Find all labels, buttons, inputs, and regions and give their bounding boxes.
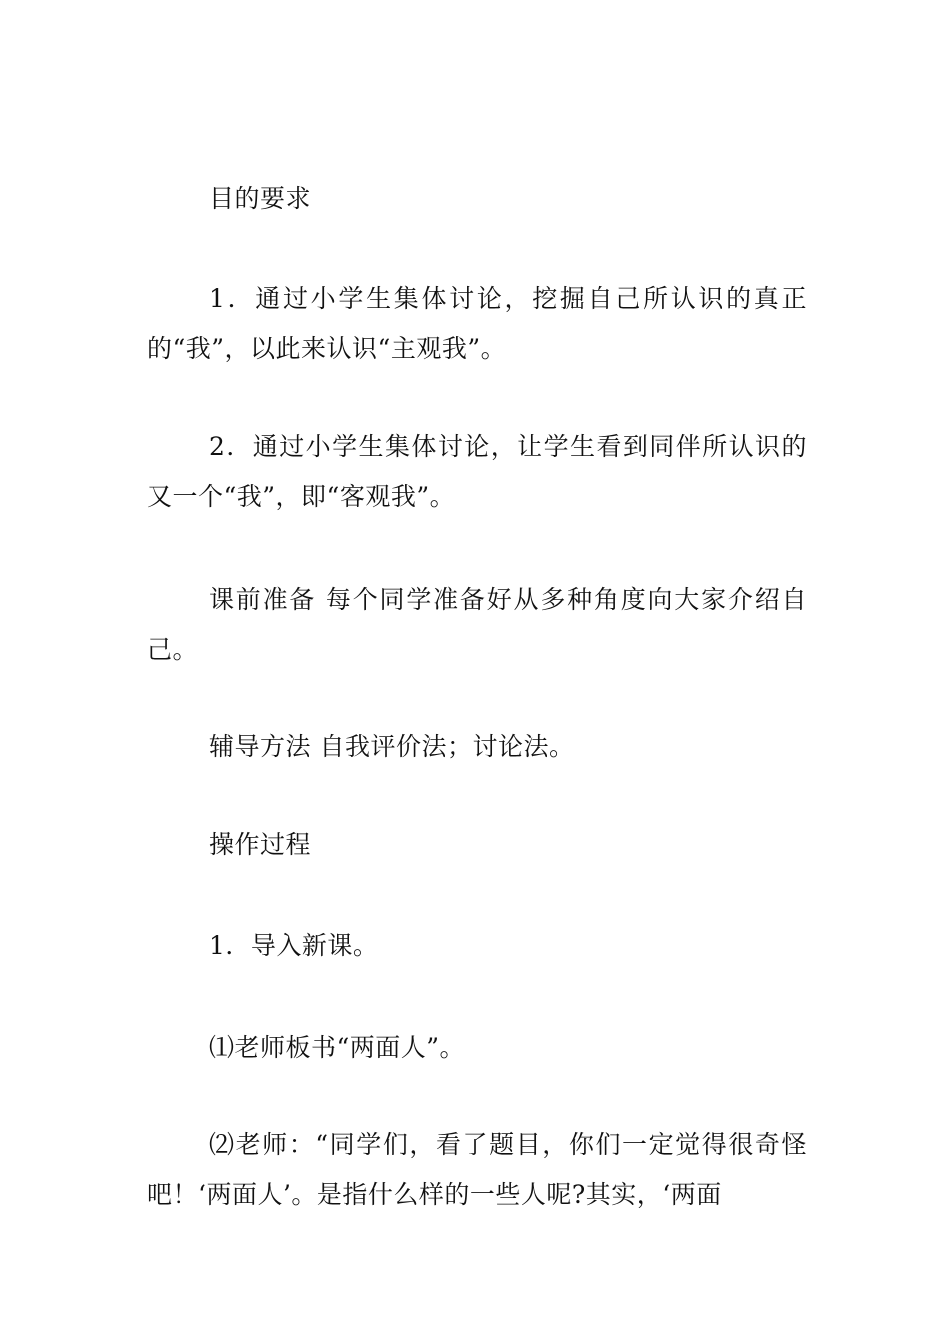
step-1-heading: 1．导入新课。 [209, 931, 379, 960]
preparation-paragraph: 课前准备 每个同学准备好从多种角度向大家介绍自己。 [147, 585, 807, 664]
step-1-sub-2: ⑵老师：“同学们，看了题目，你们一定觉得很奇怪吧！‘两面人’。是指什么样的一些人呢?其实，‘两面 [147, 1130, 807, 1209]
objective-item-1: 1．通过小学生集体讨论，挖掘自己所认识的真正的“我”，以此来认识“主观我”。 [147, 284, 807, 363]
objective-item-2: 2．通过小学生集体讨论，让学生看到同伴所认识的又一个“我”，即“客观我”。 [147, 432, 807, 511]
method-paragraph: 辅导方法 自我评价法；讨论法。 [209, 732, 575, 761]
heading-procedure: 操作过程 [209, 830, 312, 859]
step-1-sub-1: ⑴老师板书“两面人”。 [209, 1033, 466, 1062]
heading-objectives: 目的要求 [209, 184, 312, 213]
